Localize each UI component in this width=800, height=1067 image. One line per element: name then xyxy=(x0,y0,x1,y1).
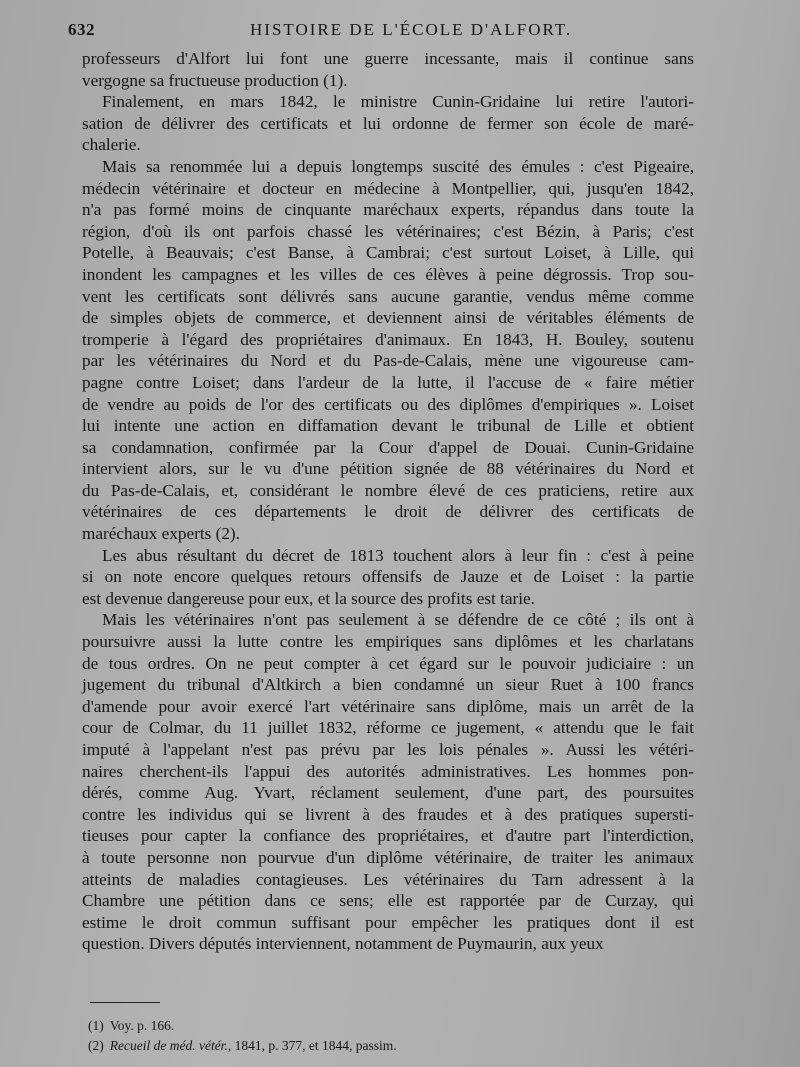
text-line: vent les certificats sont délivrés sans aucune garantie, vendus même comme xyxy=(82,286,694,306)
footnote xyxy=(88,1016,688,1036)
text-line: Les abus résultant du décret de 1813 touchent alors à leur fin : c'est à peine xyxy=(102,545,694,565)
text-line: à toute personne non pourvue d'un diplôme vétérinaire, de traiter les animaux xyxy=(82,847,694,867)
text-line: contre les individus qui se livrent à des fraudes et à des pratiques supersti- xyxy=(82,804,694,824)
text-line: dérés, comme Aug. Yvart, réclament seulement, d'une part, des poursuites xyxy=(82,783,694,803)
page-header xyxy=(68,20,788,50)
text-line: de tous ordres. On ne peut compter à cet égard sur le pouvoir judiciaire : un xyxy=(82,653,694,673)
text-line: par les vétérinaires du Nord et du Pas-de-Calais, mène une vigoureuse cam- xyxy=(82,351,694,371)
text-line: chalerie. xyxy=(82,135,141,155)
paragraph xyxy=(82,545,694,610)
text-line: naires cherchent-ils l'appui des autorités administratives. Les hommes pon- xyxy=(82,761,694,781)
text-line: du Pas-de-Calais, et, considérant le nombre élevé de ces praticiens, retire aux xyxy=(82,480,694,500)
text-line: Mais sa renommée lui a depuis longtemps suscité des émules : c'est Pigeaire, xyxy=(102,156,694,176)
text-line: imputé à l'appelant n'est pas prévu par les lois pénales ». Aussi les vétéri- xyxy=(82,740,694,759)
footnote-text: Voy. p. 166. xyxy=(109,1018,175,1033)
text-line: vergogne sa fructueuse production (1). xyxy=(82,70,348,90)
text-line: inondent les campagnes et les villes de ces élèves à peine dégrossis. Trop sou- xyxy=(82,264,694,284)
text-line: poursuivre aussi la lutte contre les empiriques sans diplômes et les charlatans xyxy=(82,632,694,652)
text-line: de vendre au poids de l'or des certificats ou des diplômes d'empiriques ». Loiset xyxy=(82,394,694,414)
text-line: Chambre une pétition dans ce sens; elle est rapportée par de Curzay, qui xyxy=(82,891,694,911)
text-line: n'a pas formé moins de cinquante maréchaux experts, répandus dans toute la xyxy=(82,200,694,220)
text-line: tieuses pour capter la confiance des propriétaires, et d'autre part l'interdiction, xyxy=(82,826,694,846)
text-line: professeurs d'Alfort lui font une guerre incessante, mais il continue sans xyxy=(82,49,694,68)
text-line: sa condamnation, confirmée par la Cour d'appel de Douai. Cunin-Gridaine xyxy=(82,437,694,457)
text-line: Potelle, à Beauvais; c'est Banse, à Cambrai; c'est surtout Loiset, à Lille, qui xyxy=(82,243,694,263)
text-line: Finalement, en mars 1842, le ministre Cunin-Gridaine lui retire l'autori- xyxy=(102,92,694,112)
text-line: si on note encore quelques retours offensifs de Jauze et de Loiset : la partie xyxy=(82,567,694,587)
footnotes xyxy=(88,1016,688,1056)
text-line: cour de Colmar, du 11 juillet 1832, réforme ce jugement, « attendu que le fait xyxy=(82,718,694,738)
text-line: pagne contre Loiset; dans l'ardeur de la lutte, il l'accuse de « faire métier xyxy=(82,372,694,392)
footnote-source-title: Recueil de méd. vétér. xyxy=(109,1038,228,1053)
page-number: 632 xyxy=(68,20,95,39)
text-line: région, d'où ils ont parfois chassé les vétérinaires; c'est Bézin, à Paris; c'est xyxy=(82,221,694,241)
text-line: tromperie à l'égard des propriétaires d'animaux. En 1843, H. Bouley, soutenu xyxy=(82,329,694,349)
text-line: est devenue dangereuse pour eux, et la source des profits est tarie. xyxy=(82,588,535,608)
footnote xyxy=(88,1036,688,1056)
text-line: lui intente une action en diffamation devant le tribunal de Lille et obtient xyxy=(82,416,694,436)
paragraph xyxy=(82,609,694,955)
text-line: sation de délivrer des certificats et lui ordonne de fermer son école de maré- xyxy=(82,113,694,133)
paragraph xyxy=(82,156,694,545)
footnote-number: (1) xyxy=(88,1018,104,1033)
text-line: Mais les vétérinaires n'ont pas seulement à se défendre de ce côté ; ils ont à xyxy=(102,610,694,630)
footnote-rule xyxy=(90,1002,160,1003)
footnote-text: , 1841, p. 377, et 1844, passim. xyxy=(227,1038,397,1053)
text-line: médecin vétérinaire et docteur en médecine à Montpellier, qui, jusqu'en 1842, xyxy=(82,178,694,198)
text-line: maréchaux experts (2). xyxy=(82,524,240,544)
text-line: de simples objets de commerce, et deviennent ainsi de véritables éléments de xyxy=(82,308,694,328)
text-line: atteints de maladies contagieuses. Les vétérinaires du Tarn adressent à la xyxy=(82,869,694,889)
paragraph xyxy=(82,91,694,156)
paragraph xyxy=(82,48,694,91)
text-line: jugement du tribunal d'Altkirch a bien condamné un sieur Ruet à 100 francs xyxy=(82,675,694,695)
text-line: question. Divers députés interviennent, notamment de Puymaurin, aux yeux xyxy=(82,934,604,954)
text-line: intervient alors, sur le vu d'une pétition signée de 88 vétérinaires du Nord et xyxy=(82,459,694,479)
text-line: estime le droit commun suffisant pour empêcher les pratiques dont il est xyxy=(82,912,694,932)
text-line: d'amende pour avoir exercé l'art vétérinaire sans diplôme, mais un arrêt de la xyxy=(82,696,694,716)
text-line: vétérinaires de ces départements le droit de délivrer des certificats de xyxy=(82,502,694,522)
body-text xyxy=(82,48,694,955)
footnote-number: (2) xyxy=(88,1038,104,1053)
running-title: HISTOIRE DE L'ÉCOLE D'ALFORT. xyxy=(250,20,573,39)
